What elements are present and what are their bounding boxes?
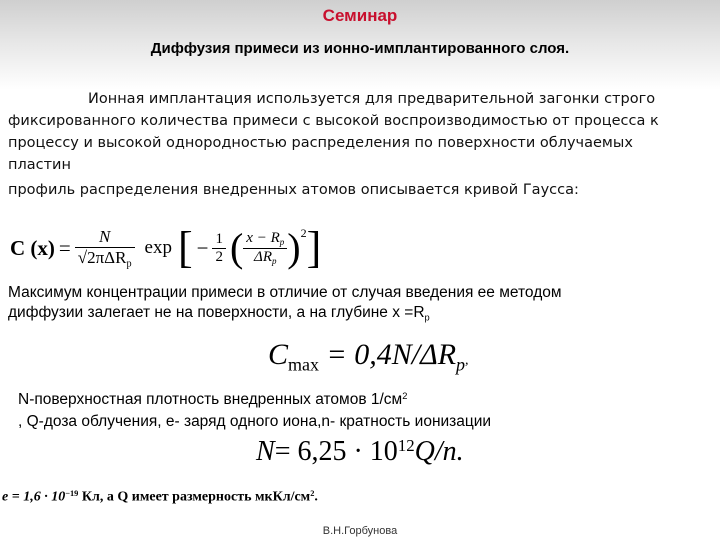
gauss-exp: exp: [144, 237, 172, 258]
author-footer: В.Н.Горбунова: [322, 525, 398, 537]
cmax-rhs: = 0,4N/ΔR: [326, 338, 457, 371]
max-line-2: диффузии залегает не на поверхности, а на глубине $x =R_p$: [8, 304, 430, 323]
gauss-denominator: √2πΔR$_p$: [77, 247, 132, 270]
gauss-formula: [10, 220, 321, 276]
gauss-half: $\frac{1}{2}$: [212, 231, 226, 266]
gauss-bracket-right: ]: [306, 223, 322, 272]
n-rhs: = 6,25 · 10: [274, 436, 398, 468]
n-line-2: , Q-доза облучения, е- заряд одного иона,n- кратность ионизации: [18, 413, 492, 430]
charge-note: $e = 1,6 \cdot 10^{-19}$ Кл, а Q имеет размерность мкКл/$см^2$.: [2, 489, 318, 505]
scan-line-1: Ионная имплантация используется для предварительной загонки строго: [88, 91, 656, 107]
slide-title: Семинар: [322, 6, 398, 25]
n-line-1: N-поверхностная плотность внедренных атомов $1/см^2$: [18, 391, 408, 409]
cmax-lhs: C: [268, 338, 289, 371]
gauss-paren-left: (: [229, 225, 244, 270]
cmax-formula: $C_{max} = 0,4N/\Delta R_p$,: [268, 338, 469, 375]
scan-line-2: фиксированного количества примеси с высокой воспроизводимостью от процесса к: [8, 113, 659, 129]
scan-line-3: процессу и высокой однородностью распределения по поверхности облучаемых: [8, 135, 633, 151]
gauss-power: 2: [300, 226, 307, 240]
scan-line-5: профиль распределения внедренных атомов описывается кривой Гаусса:: [8, 182, 579, 198]
gauss-eq: =: [58, 235, 71, 260]
gauss-minus: −: [196, 235, 209, 260]
scan-line-4: пластин: [8, 157, 71, 173]
gauss-lhs: C (x): [10, 235, 55, 260]
n-formula: $N= 6,25 \cdot 10^{12}Q/n$.: [256, 436, 464, 468]
slide-subtitle: Диффузия примеси из ионно-имплантированного слоя.: [150, 40, 570, 57]
max-line-1: Максимум концентрации примеси в отличие от случая введения ее методом: [8, 284, 562, 301]
n-lhs: N: [256, 436, 275, 468]
gauss-paren-right: ): [287, 225, 301, 270]
gauss-inner-frac: $\frac{x - R_p}{\Delta R_p}$: [243, 230, 287, 265]
gauss-prefactor: [75, 227, 135, 270]
gauss-numerator: N: [75, 227, 135, 248]
gauss-bracket-left: [: [177, 223, 193, 272]
